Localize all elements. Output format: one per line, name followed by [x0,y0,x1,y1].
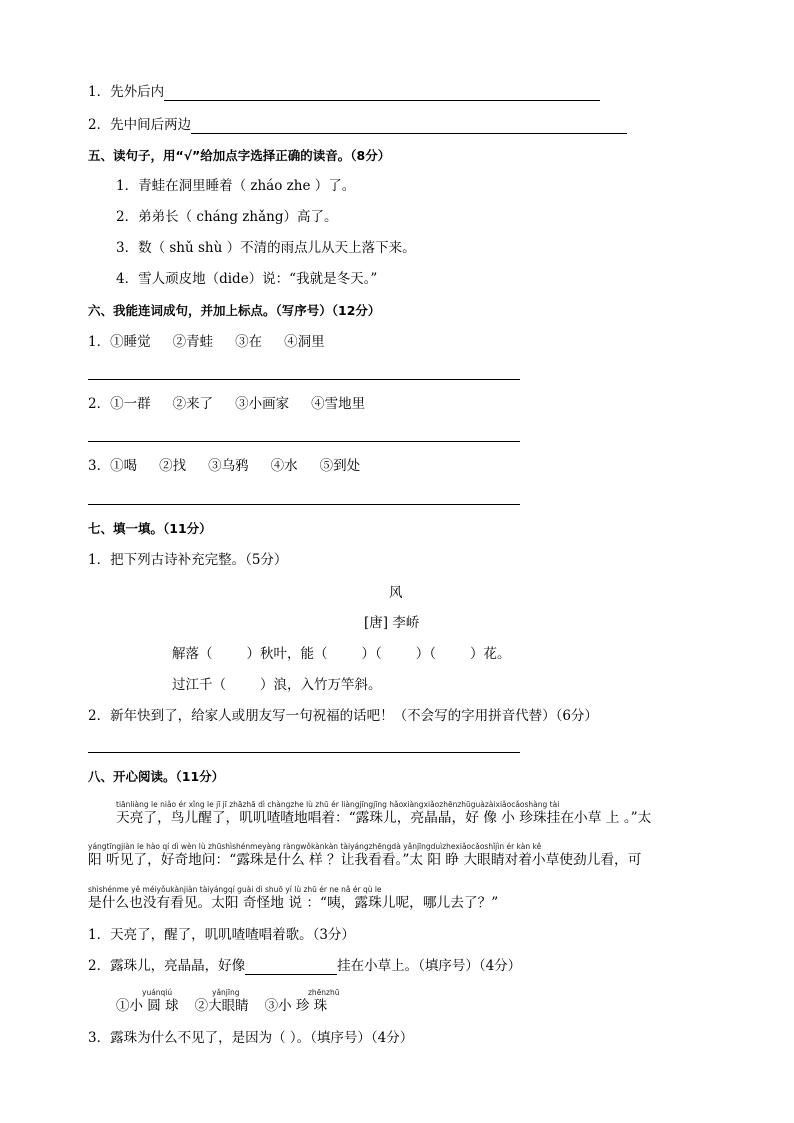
word-card: ①喝 [110,458,138,474]
poem-line-2 [172,676,382,694]
poem-line-1 [172,645,511,663]
question-number: 2． [88,396,111,412]
reading-text: 天亮了，鸟儿醒了，叽叽喳喳地唱着：“露珠儿，亮晶晶，好 像 小 珍珠挂在小草 上 。”太 [116,810,652,826]
item-label: 1．先外后内 [88,84,165,100]
option-2[interactable]: ②大眼睛 [194,998,249,1014]
word-card: ④雪地里 [311,396,366,412]
reading-text: 阳 听见了，好奇地问：“露珠是什么 样 ？让我看看。”太 阳 睁 大眼睛对着小草使劲儿看，可 [88,852,642,868]
reading-question-1[interactable]: 1．天亮了，醒了，叽叽喳喳唱着歌。（3分） [88,927,355,943]
question-text: 挂在小草上。（填序号）（4分） [337,958,522,974]
poem-text: ）（ [361,646,382,662]
poem-text: ）花。 [470,646,511,662]
question-number: 1． [88,334,111,350]
word-card: ④洞里 [284,334,325,350]
poem-text: 解落（ [172,646,213,662]
option-row [116,997,327,1015]
question-number: 3． [88,458,111,474]
answer-line[interactable] [88,379,520,380]
sentence-question-1 [88,333,325,351]
pronunciation-item[interactable]: 4．雪人顽皮地（dide）说：“我就是冬天。” [116,271,378,287]
poem-question: 1．把下列古诗补充完整。（5分） [88,552,288,568]
answer-blank[interactable] [164,86,600,101]
answer-line[interactable] [88,441,520,442]
poem-text: 过江千（ [172,677,226,693]
word-card: ④水 [270,458,298,474]
word-card: ⑤到处 [319,458,361,474]
word-card: ③乌鸦 [208,458,249,474]
stroke-rule-item-1 [88,83,600,101]
pinyin-line: tiānliàng le niǎo ér xǐng le jī jī zhāzhā dì chàngzhe lù zhū ér liàngjīngjīng hǎoxiàngxiǎozhēnzhūguàzàixiǎocǎoshàng tài [116,800,560,809]
reading-question-3[interactable]: 3．露珠为什么不见了，是因为（ ）。（填序号）（4分） [88,1030,414,1046]
question-text: 2．露珠儿，亮晶晶，好像 [88,958,246,974]
sentence-question-2 [88,395,365,413]
answer-line[interactable] [88,504,520,505]
poem-text: ）（ [415,646,436,662]
answer-blank[interactable] [191,119,627,134]
pronunciation-item[interactable]: 3．数（ shǔ shù ）不清的雨点儿从天上落下来。 [116,240,416,256]
pinyin-line: yángtīngjiàn le hào qí dì wèn lù zhūshìshénmeyàng ràngwǒkànkàn tàiyángzhēngdà yǎnjīngduìzhexiǎocǎoshǐjìn ér kàn kě [88,842,542,851]
word-card: ①一群 [110,396,151,412]
poem-author: [唐] 李峤 [364,615,420,631]
answer-line[interactable] [88,752,520,753]
poem-text: ）秋叶，能（ [246,646,328,662]
section-6-title: 六、我能连词成句，并加上标点。（写序号）（12分） [88,303,381,318]
section-8-title: 八、开心阅读。（11分） [88,769,225,784]
option-pinyin: zhēnzhū [308,988,340,997]
blessing-question: 2．新年快到了，给家人或朋友写一句祝福的话吧！（不会写的字用拼音代替）（6分） [88,708,598,724]
pinyin-line: shìshénme yě méiyǒukànjiàn tàiyángqí guài dì shuō yí lù zhū ér ne nǎ ér qù le [88,885,382,894]
reading-question-2 [88,957,521,975]
pronunciation-item[interactable]: 2．弟弟长（ cháng zhǎng）高了。 [116,209,338,225]
word-card: ③小画家 [235,396,290,412]
option-3[interactable]: ③小 珍 珠 [264,998,328,1014]
option-1[interactable]: ①小 圆 球 [116,998,179,1014]
section-5-title: 五、读句子，用“√”给加点字选择正确的读音。（8分） [88,148,391,163]
poem-title: 风 [389,585,403,601]
pronunciation-item[interactable]: 1．青蛙在洞里睡着（ zháo zhe ）了。 [116,178,356,194]
answer-blank[interactable] [245,960,337,975]
option-pinyin: yuánqiú [142,988,173,997]
word-card: ②青蛙 [172,334,214,350]
section-7-title: 七、填一填。（11分） [88,521,212,536]
word-card: ②来了 [172,396,214,412]
word-card: ①睡觉 [110,334,151,350]
stroke-rule-item-2 [88,116,627,134]
reading-text: 是什么也没有看见。太阳 奇怪地 说 ：“咦，露珠儿呢，哪儿去了？” [88,895,499,911]
poem-text: ）浪，入竹万竿斜。 [260,677,382,693]
word-card: ②找 [159,458,187,474]
option-pinyin: yǎnjīng [212,988,240,997]
sentence-question-3 [88,457,360,475]
word-card: ③在 [235,334,263,350]
item-label: 2．先中间后两边 [88,117,192,133]
